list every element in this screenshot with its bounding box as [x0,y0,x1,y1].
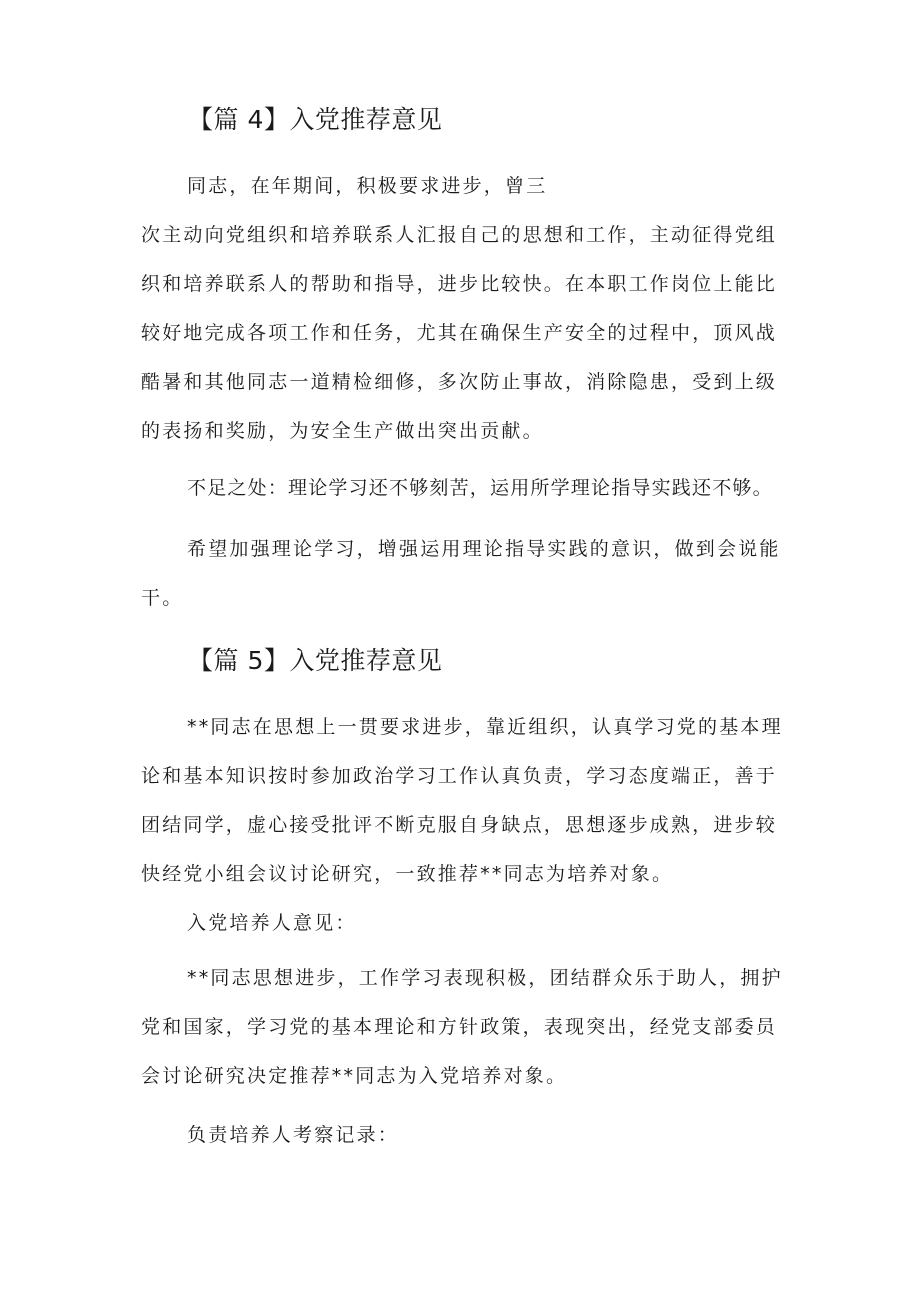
section-5-paragraph-1-line-3: 团结同学，虚心接受批评不断克服自身缺点，思想逐步成熟，进步较 [141,814,778,836]
section-4-paragraph-1-line-5: 酷暑和其他同志一道精检细修，多次防止事故，消除隐患，受到上级 [141,371,778,393]
section-4-paragraph-1-line-2: 次主动向党组织和培养联系人汇报自己的思想和工作，主动征得党组 [141,224,778,246]
section-5-paragraph-2-line-1: **同志思想进步，工作学习表现积极，团结群众乐于助人，拥护 [187,967,783,989]
section-5-label-inspection-record: 负责培养人考察记录： [187,1124,400,1146]
section-4-paragraph-2-line-1: 不足之处：理论学习还不够刻苦，运用所学理论指导实践还不够。 [187,477,773,499]
section-5-paragraph-1-line-2: 论和基本知识按时参加政治学习工作认真负责，学习态度端正，善于 [141,765,778,787]
section-5-label-recommender-opinion: 入党培养人意见： [187,912,357,934]
section-5-paragraph-1-line-1: **同志在思想上一贯要求进步，靠近组织，认真学习党的基本理 [187,716,783,738]
section-4-heading: 【篇 4】入党推荐意见 [188,105,443,134]
section-5-heading: 【篇 5】入党推荐意见 [188,646,443,675]
section-5-paragraph-2-line-3: 会讨论研究决定推荐**同志为入党培养对象。 [141,1065,568,1087]
section-5-paragraph-2-line-2: 党和国家，学习党的基本理论和方针政策，表现突出，经党支部委员 [141,1016,778,1038]
section-4-paragraph-1-line-1: 同志，在年期间，积极要求进步，曾三 [187,175,548,197]
section-4-paragraph-1-line-4: 较好地完成各项工作和任务，尤其在确保生产安全的过程中，顶风战 [141,322,778,344]
section-5-paragraph-1-line-4: 快经党小组会议讨论研究，一致推荐**同志为培养对象。 [141,863,674,885]
section-4-paragraph-3-line-1: 希望加强理论学习，增强运用理论指导实践的意识，做到会说能 [187,538,781,560]
section-4-paragraph-1-line-6: 的表扬和奖励，为安全生产做出突出贡献。 [141,420,544,442]
section-4-paragraph-3-line-2: 干。 [141,587,184,609]
section-4-paragraph-1-line-3: 织和培养联系人的帮助和指导，进步比较快。在本职工作岗位上能比 [141,273,778,295]
